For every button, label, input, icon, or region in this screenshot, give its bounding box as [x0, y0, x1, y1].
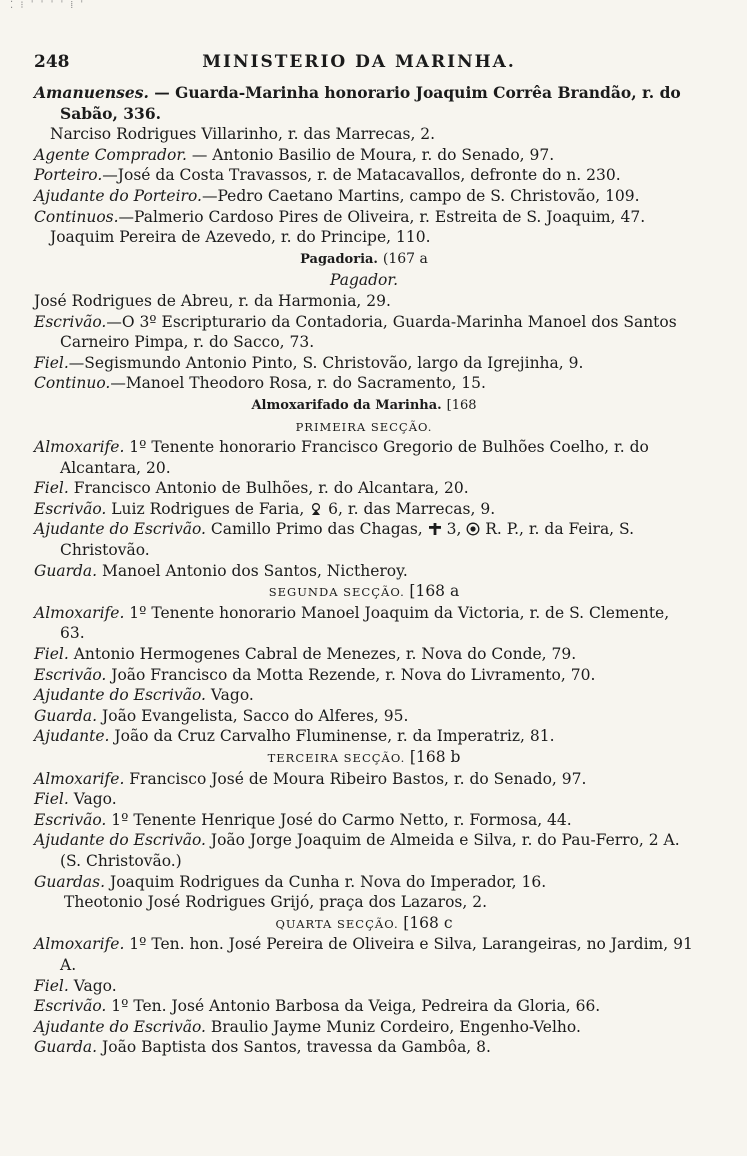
- entry-text: R. P., r. da Feira, S. Christovão.: [60, 520, 635, 560]
- subsection-heading-primeira: PRIMEIRA SECÇÃO.: [295, 419, 433, 434]
- entry-almoxarife: [34, 934, 694, 975]
- entry-text: 1º Ten. hon. José Pereira de Oliveira e Silva, Larangeiras, no Jardim, 91 A.: [60, 935, 693, 974]
- entry-text: Luiz Rodrigues de Faria,: [106, 499, 310, 518]
- entry-text: Braulio Jayme Muniz Cordeiro, Engenho-Velho.: [205, 1017, 581, 1036]
- entry-text: —José da Costa Travassos, r. de Matacavallos, defronte do n. 230.: [102, 166, 621, 185]
- entry-text: —O 3º Escripturario da Contadoria, Guarda-Marinha Manoel dos Santos Carneiro Pimpa, r. do Sacco, 73.: [60, 312, 677, 352]
- order-insignia-icon: [309, 502, 323, 516]
- role-label: Ajudante.: [34, 727, 110, 746]
- role-label: Amanuenses.: [34, 83, 149, 102]
- entry-text: 1º Tenente honorario Francisco Gregorio de Bulhões Coelho, r. do Alcantara, 20.: [60, 438, 649, 477]
- role-label: Escrivão.: [34, 810, 107, 829]
- entry-text: Joaquim Rodrigues da Cunha r. Nova do Imperador, 16.: [105, 872, 547, 891]
- entry-almoxarife: [34, 603, 694, 644]
- rose-insignia-icon: [466, 522, 480, 536]
- role-label: Fiel.: [34, 353, 69, 372]
- entry-fiel: [34, 478, 694, 499]
- role-label: Almoxarife.: [34, 769, 125, 788]
- role-label: Continuos.: [34, 207, 119, 226]
- heading-text: QUARTA SECÇÃO.: [275, 916, 399, 931]
- entry-escrivao: [34, 499, 694, 520]
- entry-text: Vago.: [68, 976, 117, 995]
- entry-agente-comprador: [34, 145, 694, 166]
- entry-text: João da Cruz Carvalho Fluminense, r. da Imperatriz, 81.: [109, 727, 555, 746]
- entry-guarda: [34, 706, 694, 727]
- entry-almoxarife: [34, 437, 694, 478]
- subsection-heading-terceira: [34, 747, 694, 769]
- entry-guarda: [34, 561, 694, 582]
- role-label: Agente Comprador.: [34, 145, 187, 164]
- entry-text: Camillo Primo das Chagas,: [205, 520, 428, 539]
- entry-text: —Palmerio Cardoso Pires de Oliveira, r. Estreita de S. Joaquim, 47.: [118, 207, 646, 226]
- entry-text: —Segismundo Antonio Pinto, S. Christovão, largo da Igrejinha, 9.: [68, 353, 584, 372]
- entry-text: João Jorge Joaquim de Almeida e Silva, r. do Pau-Ferro, 2 A. (S. Christovão.): [60, 831, 680, 870]
- entry-text: 6, r. das Marrecas, 9.: [323, 499, 496, 518]
- entry-escrivao: [34, 665, 694, 686]
- page-number: 248: [34, 52, 70, 72]
- entry-line: José Rodrigues de Abreu, r. da Harmonia, 29.: [34, 291, 391, 310]
- entry-escrivao: [34, 312, 694, 353]
- role-label: Guarda.: [34, 1038, 98, 1057]
- entry-continuo: [34, 373, 694, 394]
- entry-text: —Pedro Caetano Martins, campo de S. Christovão, 109.: [201, 186, 640, 205]
- heading-ref: (167 a: [382, 250, 428, 267]
- role-label: Ajudante do Escrivão.: [34, 831, 206, 850]
- role-label: Ajudante do Porteiro.: [34, 186, 202, 205]
- heading-ref: [168 a: [409, 582, 460, 601]
- heading-text: Almoxarifado da Marinha.: [251, 397, 442, 413]
- entry-almoxarife: [34, 769, 694, 790]
- role-label: Ajudante do Escrivão.: [34, 520, 206, 539]
- running-head: MINISTERIO DA MARINHA.: [202, 52, 516, 72]
- entry-fiel: [34, 353, 694, 374]
- top-marks: ⁚ ⁝ ˈ ˈ ˈ ˈ ⁞ ˈ: [10, 0, 86, 11]
- heading-text: Pagadoria.: [300, 251, 378, 267]
- entry-fiel: [34, 644, 694, 665]
- role-label: Almoxarife.: [34, 935, 125, 954]
- heading-text: SEGUNDA SECÇÃO.: [268, 585, 405, 600]
- entry-ajudante-escrivao: [34, 830, 694, 871]
- entry-text: — Guarda-Marinha honorario Joaquim Corrêa Brandão, r. do Sabão, 336.: [60, 83, 681, 123]
- role-label: Fiel.: [34, 790, 69, 809]
- heading-ref: [168: [446, 397, 477, 413]
- entry-escrivao: [34, 996, 694, 1017]
- role-label: Continuo.: [34, 374, 111, 393]
- role-label: Ajudante do Escrivão.: [34, 1017, 206, 1036]
- entry-text: Manoel Antonio dos Santos, Nictheroy.: [97, 561, 408, 580]
- subsection-heading-quarta: [34, 913, 694, 935]
- entry-amanuenses: [34, 83, 694, 124]
- page-header: [34, 50, 684, 76]
- entry-guardas: [34, 872, 694, 893]
- role-label: Escrivão.: [34, 499, 107, 518]
- entry-continuos: [34, 207, 694, 228]
- role-label: Escrivão.: [34, 665, 107, 684]
- role-label: Fiel.: [34, 976, 69, 995]
- role-label: Escrivão.: [34, 997, 107, 1016]
- entry-line: Narciso Rodrigues Villarinho, r. das Marrecas, 2.: [50, 125, 436, 144]
- role-label: Almoxarife.: [34, 438, 125, 457]
- cross-insignia-icon: [428, 522, 442, 536]
- entry-ajudante-escrivao: [34, 685, 694, 706]
- role-label: Ajudante do Escrivão.: [34, 686, 206, 705]
- entry-porteiro: [34, 165, 694, 186]
- entry-ajudante-escrivao: [34, 519, 694, 560]
- entry-text: João Baptista dos Santos, travessa da Gambôa, 8.: [97, 1038, 491, 1057]
- entry-text: 1º Ten. José Antonio Barbosa da Veiga, Pedreira da Gloria, 66.: [106, 997, 601, 1016]
- heading-ref: [168 c: [403, 913, 453, 932]
- entry-text: João Francisco da Motta Rezende, r. Nova do Livramento, 70.: [106, 665, 596, 684]
- role-label: Fiel.: [34, 645, 69, 664]
- entry-ajudante-escrivao: [34, 1017, 694, 1038]
- entry-text: Vago.: [205, 686, 254, 705]
- entry-text: Antonio Hermogenes Cabral de Menezes, r. Nova do Conde, 79.: [68, 645, 577, 664]
- role-label: Escrivão.: [34, 312, 107, 331]
- entry-text: 1º Tenente honorario Manoel Joaquim da Victoria, r. de S. Clemente, 63.: [60, 603, 670, 643]
- role-label: Guarda.: [34, 561, 98, 580]
- entry-fiel: [34, 789, 694, 810]
- role-label: Guarda.: [34, 706, 98, 725]
- entry-text: — Antonio Basilio de Moura, r. do Senado, 97.: [186, 145, 555, 164]
- entry-text: 1º Tenente Henrique José do Carmo Netto, r. Formosa, 44.: [106, 810, 572, 829]
- heading-ref: [168 b: [409, 748, 461, 766]
- entry-escrivao: [34, 810, 694, 831]
- entry-text: 3,: [441, 520, 467, 539]
- subsection-heading-segunda: [34, 581, 694, 603]
- role-label: Fiel.: [34, 479, 69, 498]
- role-label: Guardas.: [34, 872, 106, 891]
- section-heading-almoxarifado: [34, 394, 694, 417]
- entry-text: Francisco José de Moura Ribeiro Bastos, r. do Senado, 97.: [124, 769, 587, 788]
- entry-text: Vago.: [68, 790, 117, 809]
- entry-text: João Evangelista, Sacco do Alferes, 95.: [97, 706, 409, 725]
- entry-ajudante-porteiro: [34, 186, 694, 207]
- subheading-pagador: Pagador.: [329, 271, 399, 290]
- section-heading-pagadoria: [34, 248, 694, 271]
- entry-guarda: [34, 1037, 694, 1058]
- entry-text: —Manoel Theodoro Rosa, r. do Sacramento, 15.: [110, 374, 486, 393]
- role-label: Porteiro.: [34, 166, 103, 185]
- page-body: [34, 83, 694, 1058]
- entry-line: Joaquim Pereira de Azevedo, r. do Principe, 110.: [50, 228, 431, 247]
- role-label: Almoxarife.: [34, 603, 125, 622]
- entry-ajudante: [34, 726, 694, 747]
- entry-fiel: [34, 976, 694, 997]
- entry-text: Francisco Antonio de Bulhões, r. do Alcantara, 20.: [68, 479, 469, 498]
- heading-text: TERCEIRA SECÇÃO.: [267, 751, 406, 765]
- entry-line: Theotonio José Rodrigues Grijó, praça dos Lazaros, 2.: [64, 893, 488, 912]
